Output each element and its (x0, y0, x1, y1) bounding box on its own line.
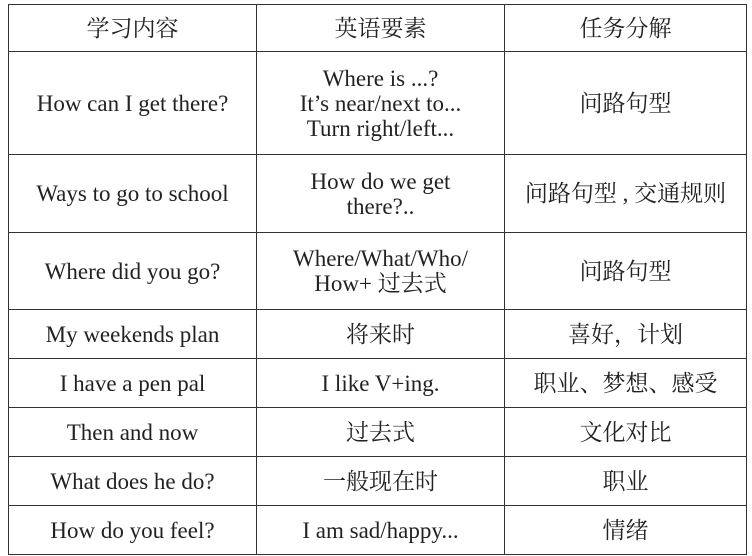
table-wrapper (8, 4, 747, 555)
topic-cell: I have a pen pal (9, 359, 257, 408)
topic-cell: My weekends plan (9, 310, 257, 359)
table-row (9, 155, 747, 233)
task-cell: 喜好，计划 (505, 310, 747, 359)
table-row (9, 408, 747, 457)
task-cell: 问路句型 (505, 52, 747, 155)
element-line: I am sad/happy... (302, 517, 459, 543)
element-line: 过去式 (346, 419, 415, 445)
elements-cell (257, 310, 505, 359)
elements-cell (257, 506, 505, 555)
header-english-elements: 英语要素 (257, 5, 505, 52)
table-row (9, 359, 747, 408)
topic-cell: Then and now (9, 408, 257, 457)
elements-cell (257, 233, 505, 310)
task-cell: 问路句型 (505, 233, 747, 310)
element-line: 将来时 (346, 321, 415, 347)
element-line: Turn right/left... (306, 115, 455, 141)
lesson-table (8, 4, 747, 555)
element-line: How do we get (310, 168, 451, 194)
elements-cell (257, 408, 505, 457)
element-line: It’s near/next to... (299, 90, 462, 116)
header-learning-content: 学习内容 (9, 5, 257, 52)
topic-cell: Where did you go? (9, 233, 257, 310)
table-row (9, 310, 747, 359)
topic-cell: How can I get there? (9, 52, 257, 155)
task-cell: 情绪 (505, 506, 747, 555)
task-cell: 职业、梦想、感受 (505, 359, 747, 408)
element-line: I like V+ing. (321, 370, 440, 396)
header-row (9, 5, 747, 52)
table-row (9, 506, 747, 555)
header-task-breakdown: 任务分解 (505, 5, 747, 52)
table-row (9, 457, 747, 506)
elements-cell (257, 52, 505, 155)
topic-cell: How do you feel? (9, 506, 257, 555)
task-cell: 职业 (505, 457, 747, 506)
elements-cell (257, 457, 505, 506)
task-cell: 问路句型 , 交通规则 (505, 155, 747, 233)
elements-cell (257, 359, 505, 408)
elements-cell (257, 155, 505, 233)
table-row (9, 233, 747, 310)
element-line: 一般现在时 (323, 468, 438, 494)
table-row (9, 52, 747, 155)
element-line: Where/What/Who/ (293, 246, 468, 271)
task-cell: 文化对比 (505, 408, 747, 457)
topic-cell: Ways to go to school (9, 155, 257, 233)
element-line: Where is ...? (322, 65, 439, 91)
element-line: there?.. (346, 193, 415, 219)
element-line: How+ 过去式 (314, 271, 447, 296)
topic-cell: What does he do? (9, 457, 257, 506)
